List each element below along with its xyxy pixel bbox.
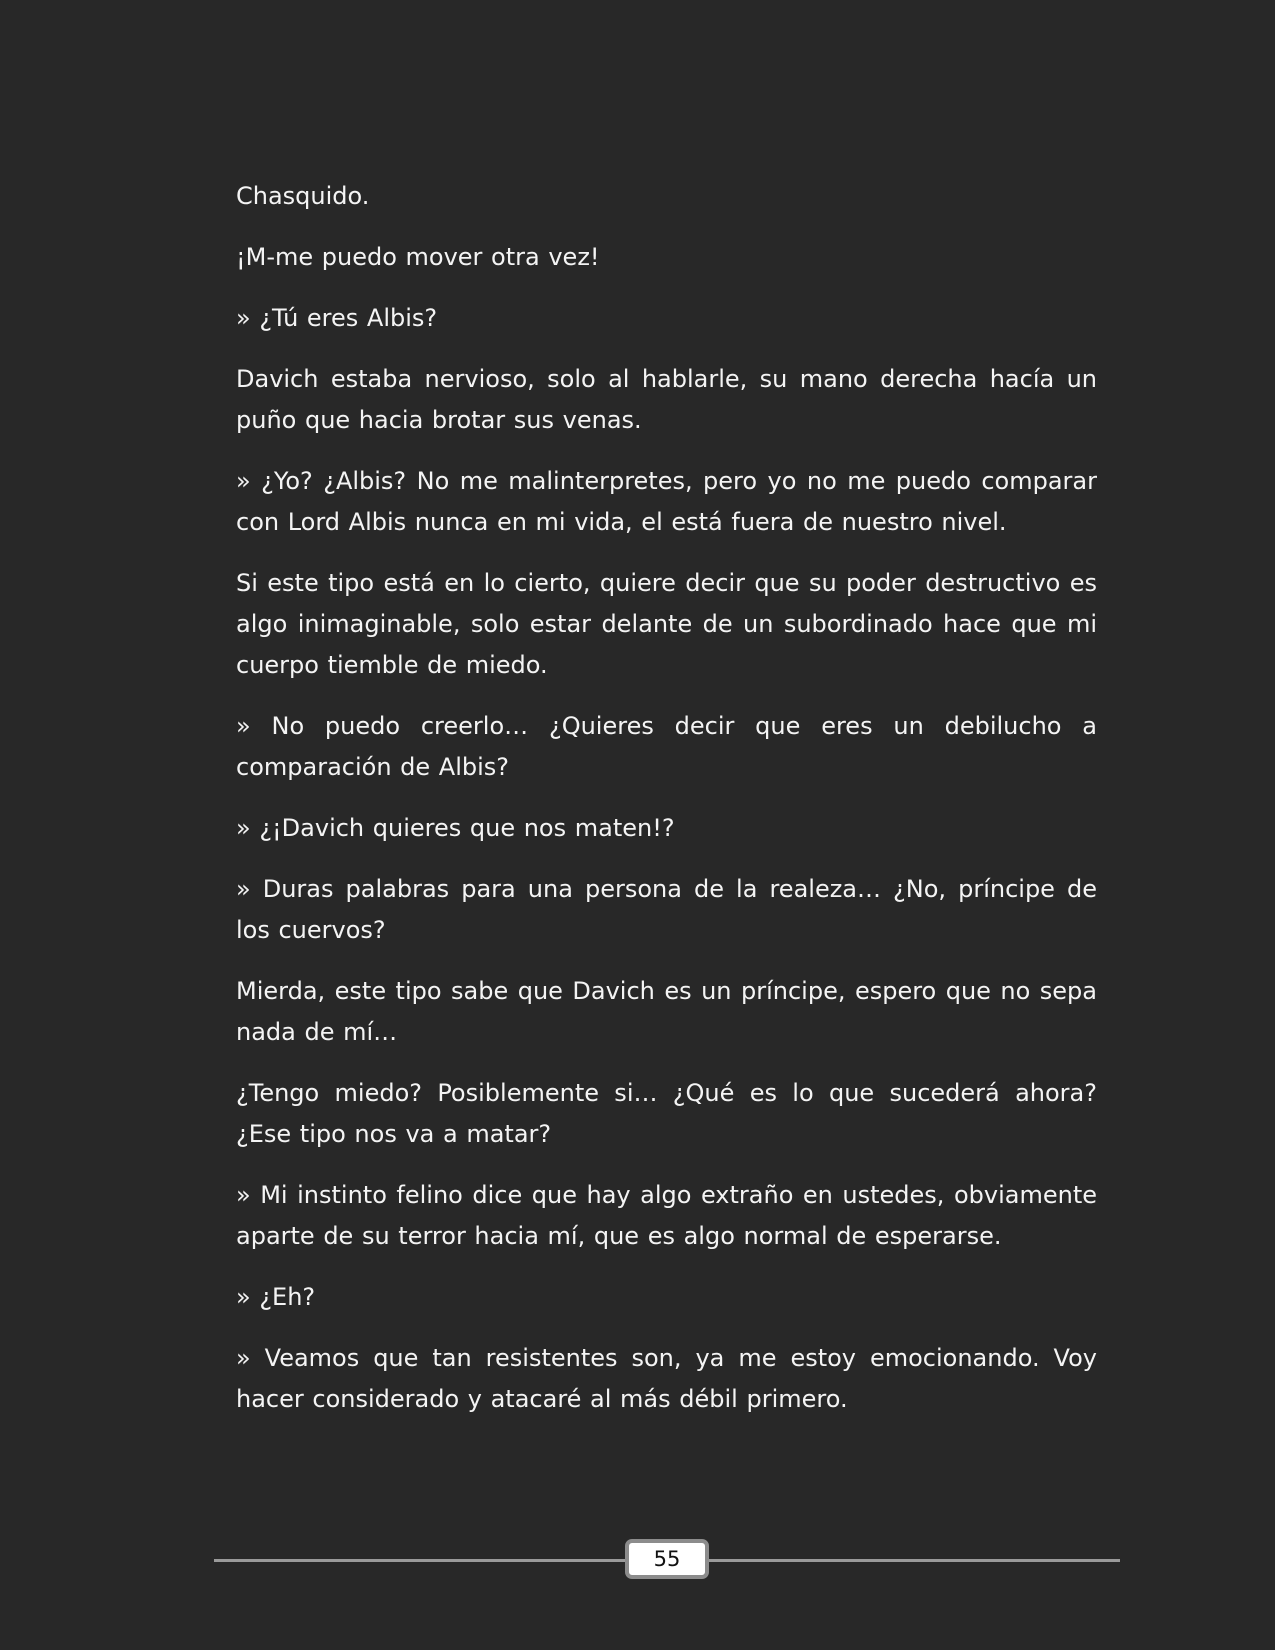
paragraph: Chasquido.: [236, 182, 370, 210]
paragraph: Davich estaba nervioso, solo al hablarle, su mano derecha hacía un puño que hacia brotar sus venas.: [236, 365, 1097, 434]
page-body: [236, 176, 1097, 1440]
page-number-badge: 55: [625, 1539, 709, 1579]
paragraph: ¡M-me puedo mover otra vez!: [236, 243, 600, 271]
paragraph: » ¿Eh?: [236, 1283, 316, 1311]
paragraph: Si este tipo está en lo cierto, quiere decir que su poder destructivo es algo inimaginable, solo estar delante de un subordinado hace que mi cuerpo tiemble de miedo.: [236, 569, 1097, 679]
paragraph: » ¿¡Davich quieres que nos maten!?: [236, 814, 675, 842]
paragraph: » No puedo creerlo… ¿Quieres decir que eres un debilucho a comparación de Albis?: [236, 712, 1097, 781]
paragraph: » ¿Yo? ¿Albis? No me malinterpretes, pero yo no me puedo comparar con Lord Albis nunca en mi vida, el está fuera de nuestro nivel.: [236, 467, 1097, 536]
paragraph: » Duras palabras para una persona de la realeza… ¿No, príncipe de los cuervos?: [236, 875, 1097, 944]
paragraph: » Veamos que tan resistentes son, ya me estoy emocionando. Voy hacer considerado y atacaré al más débil primero.: [236, 1344, 1097, 1413]
paragraph: ¿Tengo miedo? Posiblemente si… ¿Qué es lo que sucederá ahora? ¿Ese tipo nos va a matar?: [236, 1079, 1097, 1148]
paragraph: Mierda, este tipo sabe que Davich es un príncipe, espero que no sepa nada de mí…: [236, 977, 1097, 1046]
paragraph: » ¿Tú eres Albis?: [236, 304, 438, 332]
paragraph: » Mi instinto felino dice que hay algo extraño en ustedes, obviamente aparte de su terror hacia mí, que es algo normal de esperarse.: [236, 1181, 1097, 1250]
